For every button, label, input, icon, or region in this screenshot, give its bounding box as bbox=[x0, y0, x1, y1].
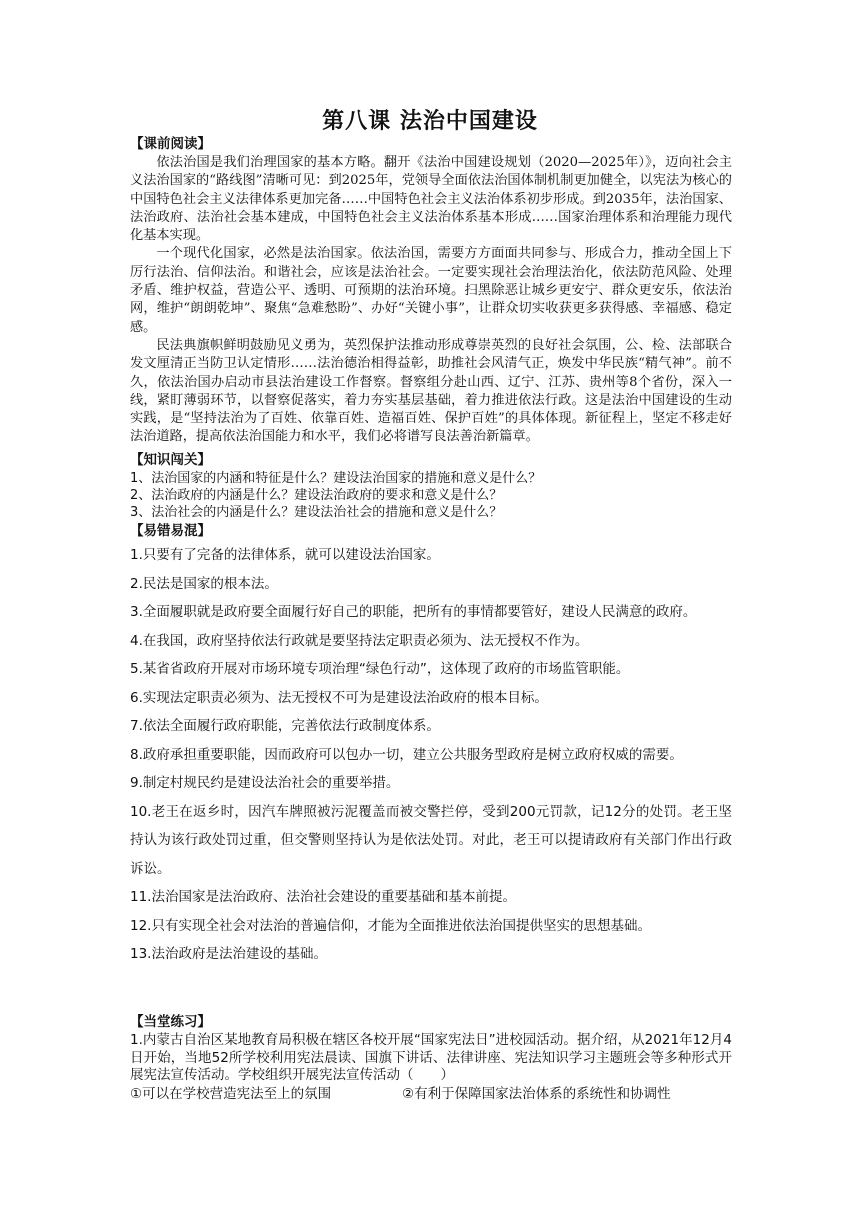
practice-heading: 【当堂练习】 bbox=[130, 1014, 211, 1030]
knowledge-heading: 【知识闯关】 bbox=[130, 452, 211, 468]
error-item: 8.政府承担重要职能，因而政府可以包办一切，建立公共服务型政府是树立政府权威的需要。 bbox=[130, 746, 683, 763]
error-item: 12.只有实现全社会对法治的普遍信仰，才能为全面推进依法治国提供坚实的思想基础。 bbox=[130, 917, 651, 934]
error-item: 4.在我国，政府坚持依法行政就是要坚持法定职责必须为、法无授权不作为。 bbox=[130, 632, 589, 649]
errors-section bbox=[130, 522, 732, 969]
practice-options bbox=[130, 1085, 732, 1103]
error-item: 1.只要有了完备的法律体系，就可以建设法治国家。 bbox=[130, 547, 440, 563]
practice-option: ①可以在学校营造宪法至上的氛围 bbox=[130, 1085, 332, 1102]
knowledge-question: 1、法治国家的内涵和特征是什么？建设法治国家的措施和意义是什么？ bbox=[130, 471, 542, 486]
knowledge-question: 2、法治政府的内涵是什么？建设法治政府的要求和意义是什么？ bbox=[130, 488, 503, 503]
pre-reading-heading: 【课前阅读】 bbox=[130, 136, 211, 152]
error-item: 11.法治国家是法治政府、法治社会建设的重要基础和基本前提。 bbox=[130, 889, 516, 905]
error-item: 13.法治政府是法治建设的基础。 bbox=[130, 946, 327, 962]
pre-reading-paragraph: 一个现代化国家，必然是法治国家。依法治国，需要方方面面共同参与、形成合力，推动全国上下厉行法治、信仰法治。和谐社会，应该是法治社会。一定要实现社会治理法治化，依法防范风险、处理矛盾、维护权益，营造公平、透明、可预期的法治环境。扫黑除恶让城乡更安宁、群众更安乐，依法治网，维护“朗朗乾坤”、聚焦“急难愁盼”、办好“关键小事”，让群众切实收获更多获得感、幸福感、稳定感。 bbox=[130, 246, 732, 335]
error-item: 9.制定村规民约是建设法治社会的重要举措。 bbox=[130, 775, 400, 791]
pre-reading-section bbox=[130, 135, 732, 447]
knowledge-section bbox=[130, 451, 732, 521]
error-item: 7.依法全面履行政府职能，完善依法行政制度体系。 bbox=[130, 718, 440, 734]
errors-heading: 【易错易混】 bbox=[130, 523, 211, 539]
practice-option: ②有利于保障国家法治体系的系统性和协调性 bbox=[402, 1085, 671, 1102]
error-item: 6.实现法定职责必须为、法无授权不可为是建设法治政府的根本目标。 bbox=[130, 689, 548, 706]
error-item: 5.某省省政府开展对市场环境专项治理“绿色行动”，这体现了政府的市场监管职能。 bbox=[130, 661, 630, 677]
practice-section bbox=[130, 1013, 732, 1103]
knowledge-question: 3、法治社会的内涵是什么？建设法治社会的措施和意义是什么？ bbox=[130, 505, 503, 520]
error-item: 10.老王在返乡时，因汽车牌照被污泥覆盖而被交警拦停，受到200元罚款，记12分的处罚。老王坚持认为该行政处罚过重，但交警则坚持认为是依法处罚。对此，老王可以提请政府有关部门作出行政诉讼。 bbox=[130, 803, 732, 877]
practice-question: 1.内蒙古自治区某地教育局积极在辖区各校开展“国家宪法日”进校园活动。据介绍，从2021年12月4日开始，当地52所学校利用宪法晨读、国旗下讲话、法律讲座、宪法知识学习主题班会等多种形式开展宪法宣传活动。学校组织开展宪法宣传活动（ ） bbox=[130, 1032, 732, 1083]
pre-reading-paragraph: 民法典旗帜鲜明鼓励见义勇为，英烈保护法推动形成尊崇英烈的良好社会氛围，公、检、法部联合发文厘清正当防卫认定情形……法治德治相得益彰，助推社会风清气正，焕发中华民族“精气神”。前不久，依法治国办启动市县法治建设工作督察。督察组分赴山西、辽宁、江苏、贵州等8个省份，深入一线，紧盯薄弱环节，以督察促落实，着力夯实基层基础，着力推进依法行政。这是法治中国建设的生动实践，是“坚持法治为了百姓、依靠百姓、造福百姓、保护百姓”的具体体现。新征程上，坚定不移走好法治道路，提高依法治国能力和水平，我们必将谱写良法善治新篇章。 bbox=[130, 337, 732, 445]
error-item: 3.全面履职就是政府要全面履行好自己的职能，把所有的事情都要管好，建设人民满意的政府。 bbox=[130, 604, 697, 620]
page-title: 第八课 法治中国建设 bbox=[322, 109, 538, 134]
error-item: 2.民法是国家的根本法。 bbox=[130, 575, 278, 592]
pre-reading-paragraph: 依法治国是我们治理国家的基本方略。翻开《法治中国建设规划（2020—2025年）》，迈向社会主义法治国家的“路线图”清晰可见：到2025年，党领导全面依法治国体制机制更加健全，以宪法为核心的中国特色社会主义法律体系更加完备……中国特色社会主义法治体系初步形成。到2035年，法治国家、法治政府、法治社会基本建成，中国特色社会主义法治体系基本形成……国家治理体系和治理能力现代化基本实现。 bbox=[130, 155, 732, 244]
